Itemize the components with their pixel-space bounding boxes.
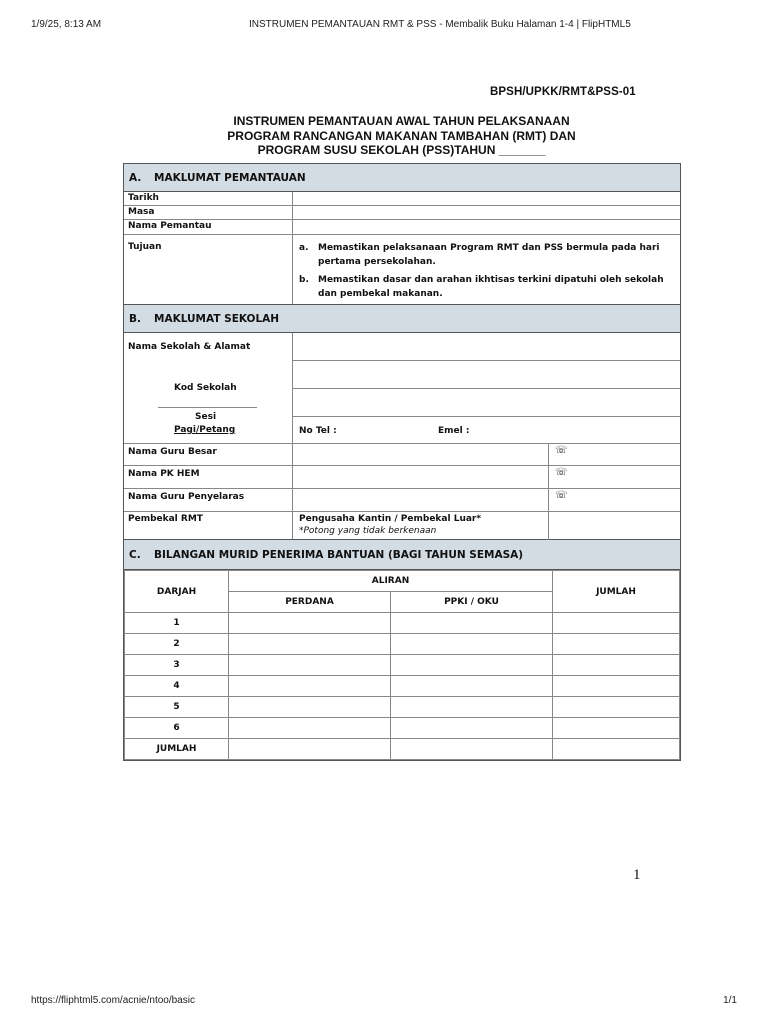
jumlah-cell[interactable] xyxy=(553,634,680,655)
table-row xyxy=(125,697,680,718)
darjah-cell: 6 xyxy=(125,718,229,739)
section-c-title: BILANGAN MURID PENERIMA BANTUAN (BAGI TAHUN SEMASA) xyxy=(154,548,524,561)
row-line xyxy=(293,416,680,417)
tujuan-item xyxy=(299,241,674,269)
section-c-header xyxy=(124,540,680,570)
section-b-header xyxy=(124,305,680,333)
title-line: PROGRAM RANCANGAN MAKANAN TAMBAHAN (RMT) DAN xyxy=(227,128,576,143)
table-total-row xyxy=(125,739,680,760)
perdana-cell[interactable] xyxy=(229,634,391,655)
kod-sekolah-label: Kod Sekolah xyxy=(174,383,237,393)
table-row xyxy=(125,655,680,676)
emel-label: Emel : xyxy=(438,426,470,436)
print-footer xyxy=(31,995,737,1009)
tujuan-label: Tujuan xyxy=(124,235,293,304)
phone-icon: ☏ xyxy=(555,490,568,501)
no-tel-label: No Tel : xyxy=(299,426,337,436)
title-line: PROGRAM SUSU SEKOLAH (PSS)TAHUN _______ xyxy=(257,143,546,157)
school-info-block xyxy=(124,333,680,540)
perdana-cell[interactable] xyxy=(229,718,391,739)
darjah-cell: 1 xyxy=(125,613,229,634)
row-line xyxy=(124,488,680,489)
tarikh-label: Tarikh xyxy=(124,192,293,205)
ppki-cell[interactable] xyxy=(391,655,553,676)
guru-penyelaras-label: Nama Guru Penyelaras xyxy=(128,492,245,502)
perdana-header: PERDANA xyxy=(229,592,391,613)
tarikh-row xyxy=(124,192,680,206)
row-line xyxy=(124,443,680,444)
document-code: BPSH/UPKK/RMT&PSS-01 xyxy=(490,86,636,98)
nama-pemantau-row xyxy=(124,220,680,235)
monitoring-form xyxy=(123,163,681,761)
guru-besar-label: Nama Guru Besar xyxy=(128,447,217,457)
section-c-letter: C. xyxy=(129,548,141,561)
total-label: JUMLAH xyxy=(125,739,229,760)
darjah-header: DARJAH xyxy=(125,571,229,613)
phone-icon: ☏ xyxy=(555,445,568,456)
print-timestamp: 1/9/25, 8:13 AM xyxy=(31,19,102,30)
tujuan-marker: b. xyxy=(299,275,309,285)
masa-label: Masa xyxy=(124,206,293,219)
ppki-header: PPKI / OKU xyxy=(391,592,553,613)
nama-sekolah-label: Nama Sekolah & Alamat xyxy=(128,342,251,352)
ppki-cell[interactable] xyxy=(391,718,553,739)
print-page-title: INSTRUMEN PEMANTAUAN RMT & PSS - Membalik Buku Halaman 1-4 | FlipHTML5 xyxy=(249,19,631,30)
perdana-total-cell[interactable] xyxy=(229,739,391,760)
perdana-cell[interactable] xyxy=(229,676,391,697)
jumlah-cell[interactable] xyxy=(553,613,680,634)
table-row xyxy=(125,634,680,655)
nama-pemantau-field[interactable] xyxy=(293,220,680,234)
nama-sekolah-field[interactable] xyxy=(294,333,680,360)
darjah-cell: 2 xyxy=(125,634,229,655)
jumlah-cell[interactable] xyxy=(553,676,680,697)
student-count-table xyxy=(124,570,680,760)
phone-column-divider xyxy=(548,443,549,540)
section-a-letter: A. xyxy=(129,171,142,184)
perdana-cell[interactable] xyxy=(229,613,391,634)
alamat-field[interactable] xyxy=(294,361,680,388)
ppki-total-cell[interactable] xyxy=(391,739,553,760)
tujuan-list xyxy=(293,235,680,304)
perdana-cell[interactable] xyxy=(229,655,391,676)
section-b-title: MAKLUMAT SEKOLAH xyxy=(154,312,280,325)
kod-sekolah-field[interactable] xyxy=(294,389,680,416)
label-divider xyxy=(158,407,257,408)
darjah-cell: 4 xyxy=(125,676,229,697)
print-header xyxy=(31,19,737,33)
tarikh-field[interactable] xyxy=(293,192,680,205)
ppki-cell[interactable] xyxy=(391,697,553,718)
sesi-label: Sesi xyxy=(195,412,217,422)
ppki-cell[interactable] xyxy=(391,613,553,634)
jumlah-header: JUMLAH xyxy=(553,571,680,613)
tujuan-text: Memastikan pelaksanaan Program RMT dan PSS bermula pada hari pertama persekolahan. xyxy=(318,243,660,267)
masa-field[interactable] xyxy=(293,206,680,219)
section-b-letter: B. xyxy=(129,312,141,325)
section-a-title: MAKLUMAT PEMANTAUAN xyxy=(154,171,306,184)
table-row xyxy=(125,718,680,739)
print-page-count: 1/1 xyxy=(723,995,737,1006)
page-number: 1 xyxy=(633,867,641,883)
print-url: https://fliphtml5.com/acnie/ntoo/basic xyxy=(31,995,195,1006)
jumlah-cell[interactable] xyxy=(553,718,680,739)
jumlah-cell[interactable] xyxy=(553,697,680,718)
tujuan-marker: a. xyxy=(299,243,309,253)
phone-icon: ☏ xyxy=(555,467,568,478)
table-header-row xyxy=(125,571,680,592)
pagi-petang-label: Pagi/Petang xyxy=(174,425,236,435)
nama-pemantau-label: Nama Pemantau xyxy=(124,220,293,234)
pk-hem-label: Nama PK HEM xyxy=(128,469,200,479)
school-info-label-column xyxy=(124,333,293,539)
perdana-cell[interactable] xyxy=(229,697,391,718)
row-line xyxy=(124,511,680,512)
table-row xyxy=(125,613,680,634)
document-title xyxy=(123,114,680,158)
pembekal-value: Pengusaha Kantin / Pembekal Luar* xyxy=(299,514,482,524)
row-line xyxy=(124,465,680,466)
ppki-cell[interactable] xyxy=(391,634,553,655)
jumlah-cell[interactable] xyxy=(553,655,680,676)
jumlah-total-cell[interactable] xyxy=(553,739,680,760)
tujuan-text: Memastikan dasar dan arahan ikhtisas terkini dipatuhi oleh sekolah dan pembekal makanan. xyxy=(318,275,664,299)
pembekal-label: Pembekal RMT xyxy=(128,514,203,524)
tujuan-row xyxy=(124,235,680,305)
section-a-header xyxy=(124,164,680,192)
aliran-header: ALIRAN xyxy=(229,571,553,592)
masa-row xyxy=(124,206,680,220)
title-line: INSTRUMEN PEMANTAUAN AWAL TAHUN PELAKSANAAN xyxy=(233,114,570,128)
table-row xyxy=(125,676,680,697)
pembekal-note: *Potong yang tidak berkenaan xyxy=(299,526,437,536)
darjah-cell: 3 xyxy=(125,655,229,676)
tujuan-item xyxy=(299,273,674,301)
darjah-cell: 5 xyxy=(125,697,229,718)
ppki-cell[interactable] xyxy=(391,676,553,697)
